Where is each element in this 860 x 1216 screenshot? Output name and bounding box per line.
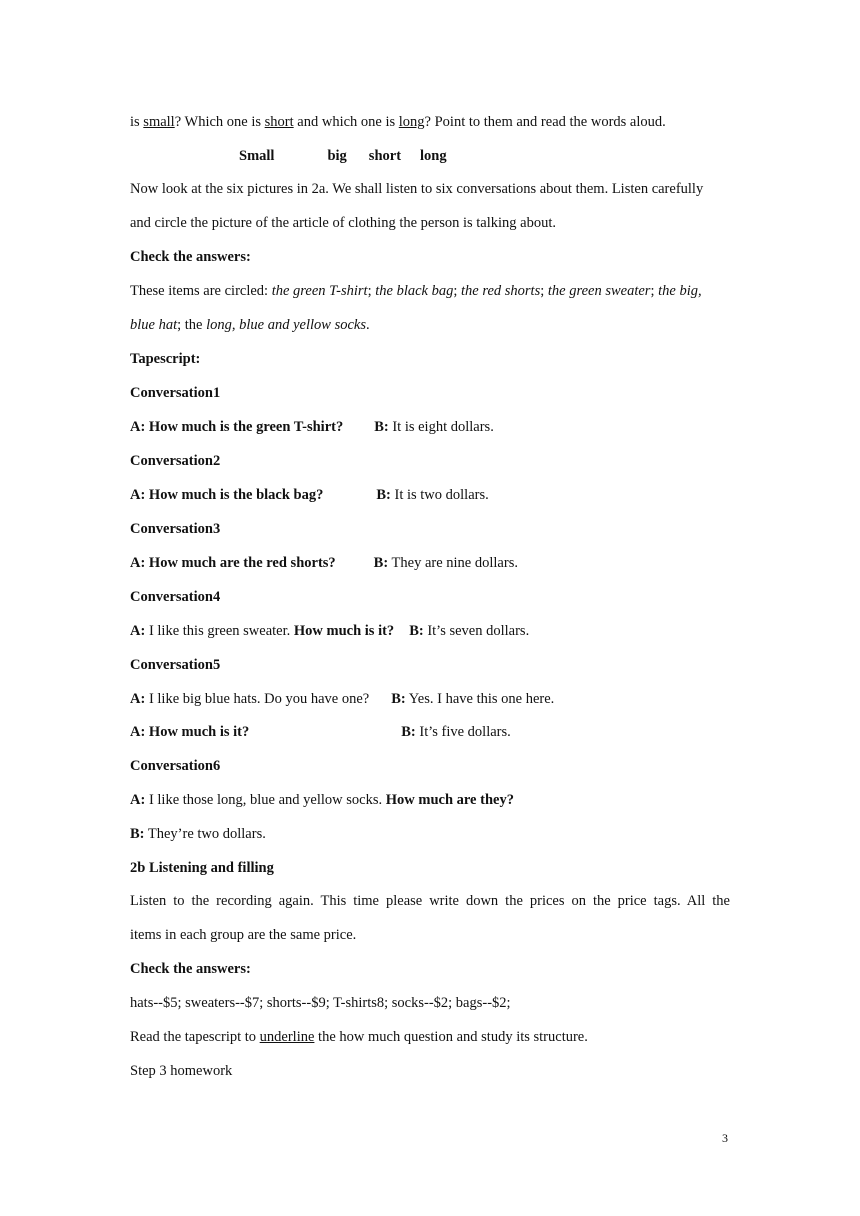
word-long: long xyxy=(398,114,425,130)
homework-step: Step 3 homework xyxy=(130,1063,233,1079)
item: blue hat xyxy=(130,317,178,333)
listen-line-1: Listen to the recording again. This time please write down the prices on the price tags. All the xyxy=(130,893,730,909)
word-list xyxy=(239,147,447,165)
speaker-a: I like those long, blue and yellow socks. xyxy=(145,792,386,808)
conversation-title: Conversation3 xyxy=(130,521,221,537)
speaker-b-label: B: xyxy=(391,691,406,707)
read-instruction xyxy=(130,1028,588,1046)
speaker-b-label: B: xyxy=(130,826,145,842)
page-number: 3 xyxy=(722,1131,728,1145)
item: long, blue and yellow socks xyxy=(206,317,367,333)
conversation-title: Conversation2 xyxy=(130,453,221,469)
conversation-line xyxy=(130,554,518,572)
speaker-b: It is two dollars. xyxy=(390,487,489,503)
underlined-word: underline xyxy=(259,1029,315,1045)
conversation-line xyxy=(130,825,266,843)
text: ? Which one is xyxy=(174,114,265,130)
speaker-a: I like big blue hats. Do you have one? xyxy=(145,691,370,707)
item: the black bag xyxy=(371,283,454,299)
speaker-a: A: How much are the red shorts? xyxy=(130,555,336,571)
speaker-b: They’re two dollars. xyxy=(144,826,266,842)
speaker-b: It’s seven dollars. xyxy=(423,623,530,639)
conversation-title: Conversation4 xyxy=(130,589,221,605)
word-small: small xyxy=(143,114,175,130)
text: ; xyxy=(540,283,545,299)
conversation-line xyxy=(130,418,494,436)
conversation-title: Conversation6 xyxy=(130,758,221,774)
speaker-b: It’s five dollars. xyxy=(415,724,511,740)
text: These items are circled: xyxy=(130,283,272,299)
question-line xyxy=(130,113,666,131)
word-item: short xyxy=(368,148,402,164)
text: ; xyxy=(453,283,458,299)
text: ; xyxy=(367,283,372,299)
speaker-a: I like this green sweater. xyxy=(145,623,294,639)
item: the big, xyxy=(654,283,702,299)
speaker-a-label: A: xyxy=(130,691,146,707)
conversation-title: Conversation5 xyxy=(130,657,221,673)
circled-items-line-1 xyxy=(130,282,702,300)
circled-items-line-2 xyxy=(130,316,370,334)
tapescript-heading: Tapescript: xyxy=(130,351,201,367)
text: the how much question and study its structure. xyxy=(314,1029,588,1045)
speaker-b-label: B: xyxy=(409,623,424,639)
prices-line: hats--$5; sweaters--$7; shorts--$9; T-shirts8; socks--$2; bags--$2; xyxy=(130,995,511,1011)
speaker-b-label: B: xyxy=(373,555,389,571)
section-heading-2b: 2b Listening and filling xyxy=(130,860,274,876)
speaker-a-label: A: xyxy=(130,623,146,639)
conversation-line xyxy=(130,486,489,504)
check-heading: Check the answers: xyxy=(130,249,251,265)
word-item: Small xyxy=(239,148,275,164)
speaker-b-label: B: xyxy=(401,724,416,740)
text: and which one is xyxy=(293,114,399,130)
text: is xyxy=(130,114,144,130)
speaker-a: A: How much is the black bag? xyxy=(130,487,324,503)
speaker-b: It is eight dollars. xyxy=(388,419,494,435)
word-item: big xyxy=(327,148,347,164)
text: ; xyxy=(650,283,655,299)
speaker-b-label: B: xyxy=(374,419,389,435)
text: . xyxy=(366,317,370,333)
item: the green sweater xyxy=(544,283,651,299)
intro-line-1: Now look at the six pictures in 2a. We shall listen to six conversations about them. Listen carefully xyxy=(130,181,704,197)
text: Read the tapescript to xyxy=(130,1029,260,1045)
text: the xyxy=(181,317,207,333)
item: the green T-shirt xyxy=(271,283,368,299)
speaker-b: They are nine dollars. xyxy=(388,555,518,571)
text: ; xyxy=(177,317,182,333)
word-item: long xyxy=(420,148,447,164)
item: the red shorts xyxy=(457,283,541,299)
conversation-line xyxy=(130,622,529,640)
conversation-line xyxy=(130,690,554,708)
check-heading: Check the answers: xyxy=(130,961,251,977)
speaker-a: A: How much is it? xyxy=(130,724,250,740)
question: How much are they? xyxy=(385,792,514,808)
text: ? Point to them and read the words aloud. xyxy=(424,114,666,130)
conversation-line xyxy=(130,791,514,809)
word-short: short xyxy=(264,114,294,130)
conversation-line xyxy=(130,723,511,741)
speaker-b: Yes. I have this one here. xyxy=(405,691,555,707)
intro-line-2: and circle the picture of the article of clothing the person is talking about. xyxy=(130,215,556,231)
speaker-a: A: How much is the green T-shirt? xyxy=(130,419,344,435)
speaker-a-label: A: xyxy=(130,792,146,808)
speaker-b-label: B: xyxy=(376,487,391,503)
conversation-title: Conversation1 xyxy=(130,385,221,401)
question: How much is it? xyxy=(293,623,395,639)
listen-line-2: items in each group are the same price. xyxy=(130,927,357,943)
